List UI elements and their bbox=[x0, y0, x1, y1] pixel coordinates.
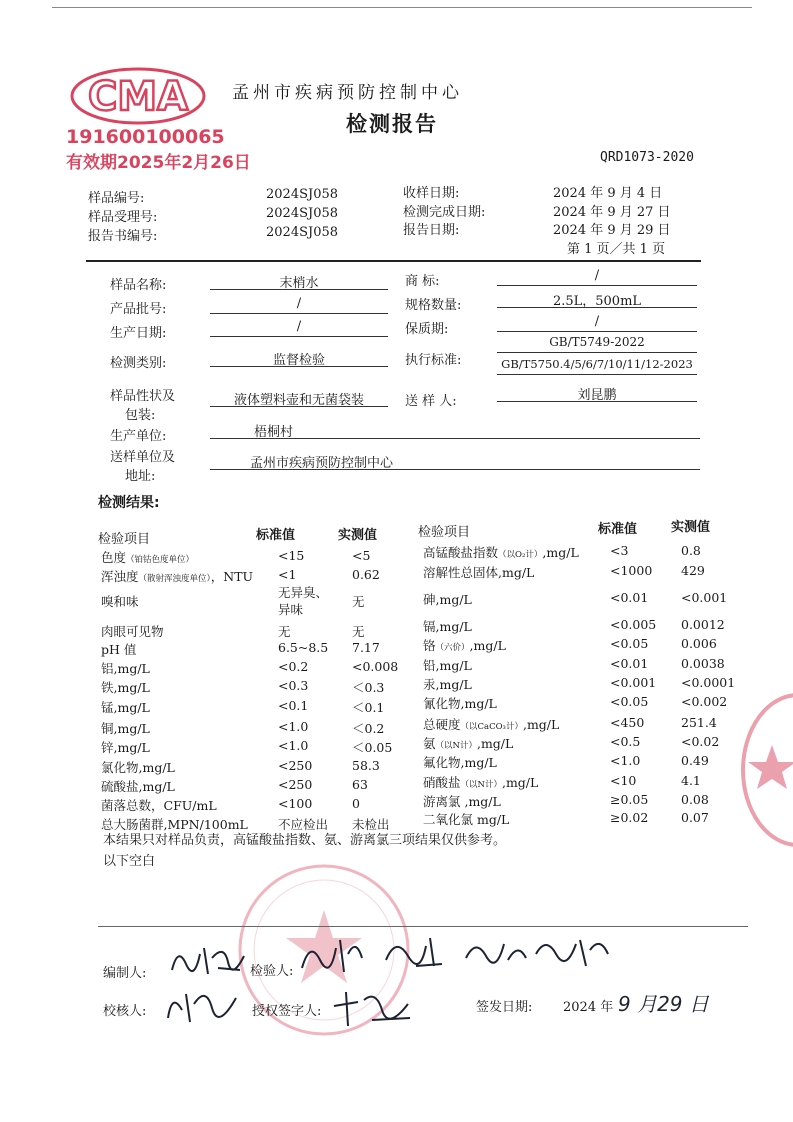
result-val-right: 4.1 bbox=[681, 773, 701, 788]
result-item-name: 锌,mg/L bbox=[101, 740, 150, 755]
result-item-name: 高锰酸盐指数 bbox=[423, 545, 499, 560]
prod-date-value: / bbox=[210, 319, 388, 337]
result-item-left bbox=[101, 698, 150, 716]
signer-label: 授权签字人: bbox=[252, 1004, 322, 1019]
result-item-unit-note: （以CaCO₃计） bbox=[460, 722, 523, 732]
result-std-left: <15 bbox=[278, 548, 305, 563]
sender-value: 刘昆鹏 bbox=[497, 384, 697, 402]
result-std-right: <0.05 bbox=[610, 636, 649, 651]
result-std-right: <0.001 bbox=[610, 675, 657, 690]
result-std-right: <0.05 bbox=[610, 694, 649, 709]
result-std-right: <0.01 bbox=[610, 656, 649, 671]
result-val-right: 0.49 bbox=[681, 753, 709, 768]
result-item-name: 氟化物,mg/L bbox=[423, 755, 497, 770]
result-item-name: 汞,mg/L bbox=[423, 677, 472, 692]
result-std-left: <1 bbox=[278, 567, 297, 582]
inspector-label: 检验人: bbox=[250, 964, 294, 979]
spec-label: 规格数量: bbox=[405, 298, 462, 313]
result-val-left: <5 bbox=[352, 548, 371, 563]
result-val-left: 0.62 bbox=[352, 567, 380, 582]
result-val-left: 未检出 bbox=[352, 817, 390, 832]
result-val-left: 无 bbox=[352, 594, 365, 609]
result-std-left: <250 bbox=[278, 777, 313, 792]
meta-report-no-value: 2024SJ058 bbox=[266, 225, 339, 240]
header-std-right: 标准值 bbox=[598, 522, 638, 537]
reviewer-label: 校核人: bbox=[103, 1004, 147, 1019]
batch-label: 产品批号: bbox=[110, 302, 167, 317]
result-item-name: 游离氯 ,mg/L bbox=[423, 794, 501, 809]
batch-value: / bbox=[210, 296, 388, 314]
meta-report-date-value: 2024 年 9 月 29 日 bbox=[553, 223, 671, 238]
result-item-left bbox=[101, 796, 217, 814]
result-val-left: 无 bbox=[352, 624, 365, 639]
result-item-right bbox=[423, 773, 538, 791]
result-item-name: 砷,mg/L bbox=[423, 592, 472, 607]
result-item-name: 菌落总数，CFU/mL bbox=[101, 798, 217, 813]
standard-label: 执行标准: bbox=[405, 353, 462, 368]
state-label-1: 样品性状及 bbox=[110, 389, 176, 404]
result-item-name: 锰,mg/L bbox=[101, 700, 150, 715]
brand-label: 商 标: bbox=[405, 274, 440, 289]
results-end: 以下空白 bbox=[103, 854, 156, 869]
result-val-left: ＜0.2 bbox=[352, 721, 385, 736]
result-item-right bbox=[423, 543, 579, 561]
inspector-signatures bbox=[296, 930, 616, 984]
compiler-signature bbox=[168, 940, 248, 984]
result-item-name: 总大肠菌群,MPN/100mL bbox=[101, 817, 248, 832]
result-item-left bbox=[101, 640, 136, 658]
issue-year: 2024 年 bbox=[563, 1000, 614, 1015]
result-item-name: 肉眼可见物 bbox=[101, 624, 164, 639]
result-item-suffix: ,mg/L bbox=[501, 775, 539, 790]
svg-text:CMA: CMA bbox=[87, 74, 189, 120]
result-std-right: <0.005 bbox=[610, 617, 657, 632]
meta-accept-no-value: 2024SJ058 bbox=[266, 206, 339, 221]
sender-label: 送 样 人: bbox=[405, 394, 457, 409]
result-val-left: ＜0.1 bbox=[352, 700, 385, 715]
reviewer-signature bbox=[162, 982, 242, 1030]
meta-receive-date-value: 2024 年 9 月 4 日 bbox=[553, 186, 663, 201]
result-item-unit-note: （以O₂计） bbox=[498, 550, 543, 560]
result-item-right bbox=[423, 636, 506, 654]
meta-report-no-label: 报告书编号: bbox=[88, 229, 158, 244]
result-item-name: 镉,mg/L bbox=[423, 619, 472, 634]
result-std-left: 无异臭、 bbox=[278, 585, 329, 600]
result-std-left-line2: 异味 bbox=[278, 602, 304, 617]
result-item-right bbox=[423, 675, 472, 693]
page-info: 第 1 页／共 1 页 bbox=[567, 242, 666, 257]
report-title: 检测报告 bbox=[346, 112, 438, 136]
result-std-left: <0.2 bbox=[278, 659, 309, 674]
result-val-right: 0.0038 bbox=[681, 656, 725, 671]
compiler-label: 编制人: bbox=[103, 966, 147, 981]
result-item-right bbox=[423, 734, 513, 752]
result-std-left: 6.5~8.5 bbox=[278, 640, 329, 655]
spec-value: 2.5L，500mL bbox=[497, 290, 697, 308]
result-std-right: <3 bbox=[610, 543, 629, 558]
org-title: 孟州市疾病预防控制中心 bbox=[232, 83, 463, 103]
result-val-right: 0.07 bbox=[681, 810, 709, 825]
sender-unit-value bbox=[210, 452, 700, 470]
cma-number: 191600100065 bbox=[66, 126, 225, 148]
result-item-left bbox=[101, 567, 253, 585]
producer-value-text: 梧桐村 bbox=[254, 425, 294, 440]
result-item-name: pH 值 bbox=[101, 642, 137, 657]
result-item-unit-note: （铂钴色度单位） bbox=[126, 555, 195, 565]
prod-date-label: 生产日期: bbox=[110, 326, 167, 341]
result-item-right bbox=[423, 656, 472, 674]
result-val-left: ＜0.3 bbox=[352, 680, 385, 695]
result-std-right: <0.5 bbox=[610, 734, 641, 749]
result-std-left: 无 bbox=[278, 624, 291, 639]
standard-value-1: GB/T5749-2022 bbox=[497, 335, 697, 353]
result-item-right bbox=[423, 810, 509, 828]
state-value: 液体塑料壶和无菌袋装 bbox=[210, 389, 388, 407]
result-item-left bbox=[101, 777, 175, 795]
result-std-right: <1000 bbox=[610, 563, 653, 578]
result-item-name: 硫酸盐,mg/L bbox=[101, 779, 175, 794]
result-item-unit-note: （以N计） bbox=[460, 780, 502, 790]
result-item-suffix: ,mg/L bbox=[542, 545, 579, 560]
result-item-unit-note: （六价） bbox=[435, 643, 470, 653]
result-val-right: <0.001 bbox=[681, 590, 728, 605]
cma-logo bbox=[68, 66, 208, 126]
sample-name-value: 末梢水 bbox=[210, 272, 388, 290]
result-std-left: <0.1 bbox=[278, 698, 309, 713]
test-type-label: 检测类别: bbox=[110, 356, 167, 371]
doc-code: QRD1073-2020 bbox=[600, 150, 694, 165]
result-item-left bbox=[101, 758, 175, 776]
result-std-left: <1.0 bbox=[278, 738, 309, 753]
state-label-2: 包装: bbox=[125, 408, 156, 423]
result-std-right: <450 bbox=[610, 715, 645, 730]
result-item-suffix: ,mg/L bbox=[476, 736, 514, 751]
result-item-left bbox=[101, 738, 150, 756]
result-std-right: ≥0.02 bbox=[610, 810, 649, 825]
result-item-right bbox=[423, 753, 497, 771]
sender-unit-value-text: 孟州市疾病预防控制中心 bbox=[250, 456, 394, 471]
result-item-left bbox=[101, 592, 139, 610]
meta-complete-date-value: 2024 年 9 月 27 日 bbox=[553, 205, 671, 220]
meta-complete-date-label: 检测完成日期: bbox=[403, 205, 486, 220]
meta-sample-no-value: 2024SJ058 bbox=[266, 187, 339, 202]
result-val-right: <0.0001 bbox=[681, 675, 736, 690]
result-val-right: 429 bbox=[681, 563, 705, 578]
sample-name-label: 样品名称: bbox=[110, 278, 167, 293]
header-divider bbox=[86, 260, 701, 262]
result-item-name: 二氧化氯 mg/L bbox=[423, 812, 510, 827]
result-item-suffix: ,mg/L bbox=[522, 717, 560, 732]
test-type-value: 监督检验 bbox=[210, 349, 388, 367]
result-item-right bbox=[423, 694, 497, 712]
meta-report-date-label: 报告日期: bbox=[403, 223, 460, 238]
result-item-name: 嗅和味 bbox=[101, 594, 139, 609]
result-val-right: 0.8 bbox=[681, 543, 701, 558]
result-val-right: 0.08 bbox=[681, 792, 709, 807]
signature-divider bbox=[98, 926, 748, 927]
shelf-label: 保质期: bbox=[405, 322, 449, 337]
result-item-right bbox=[423, 792, 501, 810]
scan-edge-line bbox=[52, 7, 752, 8]
result-val-left: 0 bbox=[352, 796, 360, 811]
result-item-left bbox=[101, 659, 150, 677]
result-item-name: 铝,mg/L bbox=[101, 661, 150, 676]
result-item-name: 氯化物,mg/L bbox=[101, 760, 175, 775]
edge-seal-stamp bbox=[728, 690, 793, 850]
cma-validity: 有效期2025年2月26日 bbox=[66, 153, 251, 173]
meta-receive-date-label: 收样日期: bbox=[403, 186, 460, 201]
result-val-left: <0.008 bbox=[352, 659, 399, 674]
result-item-unit-note: （以N计） bbox=[435, 741, 477, 751]
shelf-value: / bbox=[497, 314, 697, 332]
result-item-left bbox=[101, 622, 164, 640]
sender-unit-label-1: 送样单位及 bbox=[110, 450, 176, 465]
results-title: 检测结果: bbox=[98, 495, 160, 511]
standard-value-2: GB/T5750.4/5/6/7/10/11/12-2023 bbox=[497, 357, 697, 375]
header-item-right: 检验项目 bbox=[418, 525, 471, 540]
result-item-name: 铜,mg/L bbox=[101, 721, 150, 736]
meta-sample-no-label: 样品编号: bbox=[88, 191, 145, 206]
header-val-right: 实测值 bbox=[671, 520, 711, 535]
issue-date-label: 签发日期: bbox=[476, 1000, 533, 1015]
header-item-left: 检验项目 bbox=[98, 532, 151, 547]
result-item-name: 色度 bbox=[101, 550, 127, 565]
result-item-right bbox=[423, 715, 559, 733]
result-std-left: <250 bbox=[278, 758, 313, 773]
result-val-left: 63 bbox=[352, 777, 368, 792]
result-val-right: 0.006 bbox=[681, 636, 717, 651]
header-std-left: 标准值 bbox=[256, 528, 296, 543]
producer-value bbox=[210, 421, 700, 439]
result-item-name: 硝酸盐 bbox=[423, 775, 461, 790]
result-std-left: <100 bbox=[278, 796, 313, 811]
result-item-right bbox=[423, 617, 472, 635]
result-item-suffix: ，NTU bbox=[210, 569, 254, 584]
result-item-name: 氰化物,mg/L bbox=[423, 696, 497, 711]
result-std-left: <1.0 bbox=[278, 719, 309, 734]
result-item-right bbox=[423, 563, 534, 581]
result-std-right: <1.0 bbox=[610, 753, 641, 768]
result-item-name: 铬 bbox=[423, 638, 436, 653]
result-val-right: 0.0012 bbox=[681, 617, 725, 632]
header-val-left: 实测值 bbox=[338, 528, 378, 543]
result-item-suffix: ,mg/L bbox=[469, 638, 506, 653]
result-std-left: <0.3 bbox=[278, 678, 309, 693]
result-item-unit-note: （散射浑浊度单位） bbox=[138, 574, 211, 584]
signer-signature bbox=[328, 986, 418, 1034]
sender-unit-label-2: 地址: bbox=[125, 469, 156, 484]
result-val-right: <0.002 bbox=[681, 694, 728, 709]
result-item-name: 铁,mg/L bbox=[101, 680, 150, 695]
result-val-left: 7.17 bbox=[352, 640, 380, 655]
result-val-right: 251.4 bbox=[681, 715, 717, 730]
result-val-left: ＜0.05 bbox=[352, 740, 393, 755]
brand-value: / bbox=[497, 268, 697, 286]
result-std-right: <10 bbox=[610, 773, 637, 788]
result-item-right bbox=[423, 590, 472, 608]
issue-month-day: 9 月29 日 bbox=[618, 992, 709, 1016]
result-std-right: ≥0.05 bbox=[610, 792, 649, 807]
result-item-name: 氨 bbox=[423, 736, 436, 751]
results-note: 本结果只对样品负责，高锰酸盐指数、氨、游离氯三项结果仅供参考。 bbox=[103, 833, 507, 848]
producer-label: 生产单位: bbox=[110, 429, 167, 444]
result-item-name: 总硬度 bbox=[423, 717, 461, 732]
result-item-left bbox=[101, 678, 150, 696]
result-std-left: 不应检出 bbox=[278, 817, 329, 832]
result-item-name: 浑浊度 bbox=[101, 569, 139, 584]
result-item-name: 铅,mg/L bbox=[423, 658, 472, 673]
result-item-name: 溶解性总固体,mg/L bbox=[423, 565, 535, 580]
result-val-left: 58.3 bbox=[352, 758, 380, 773]
result-std-right: <0.01 bbox=[610, 590, 649, 605]
result-item-left bbox=[101, 548, 194, 566]
result-val-right: <0.02 bbox=[681, 734, 720, 749]
result-item-left bbox=[101, 719, 150, 737]
meta-accept-no-label: 样品受理号: bbox=[88, 210, 158, 225]
